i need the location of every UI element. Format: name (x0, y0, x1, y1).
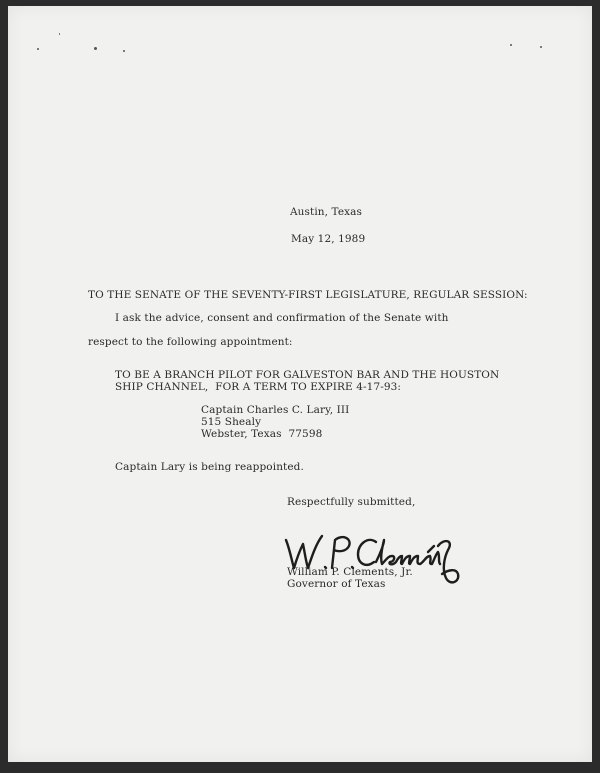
closing-line: Respectfully submitted, (287, 496, 416, 508)
letter-intro-line2: respect to the following appointment: (88, 336, 293, 348)
position-line1: TO BE A BRANCH PILOT FOR GALVESTON BAR AND THE HOUSTON (115, 369, 500, 381)
appointee-street: 515 Shealy (201, 416, 262, 428)
signer-name: William P. Clements, Jr. (287, 566, 413, 578)
scan-speck (59, 33, 60, 35)
scan-speck (37, 48, 39, 50)
scan-speck (540, 46, 542, 48)
letter-salutation: TO THE SENATE OF THE SEVENTY-FIRST LEGISLATURE, REGULAR SESSION: (88, 289, 528, 301)
letter-place: Austin, Texas (290, 206, 363, 218)
appointee-name: Captain Charles C. Lary, III (201, 404, 350, 416)
signer-title: Governor of Texas (287, 578, 386, 590)
position-line2: SHIP CHANNEL, FOR A TERM TO EXPIRE 4-17-93: (115, 381, 402, 393)
letter-intro-line1: I ask the advice, consent and confirmation of the Senate with (115, 312, 449, 324)
letter-date: May 12, 1989 (291, 233, 366, 245)
appointee-city: Webster, Texas 77598 (201, 428, 323, 440)
scan-speck (510, 44, 512, 46)
reappointment-note: Captain Lary is being reappointed. (115, 461, 304, 473)
scan-speck (123, 50, 125, 52)
scan-speck (94, 47, 97, 50)
